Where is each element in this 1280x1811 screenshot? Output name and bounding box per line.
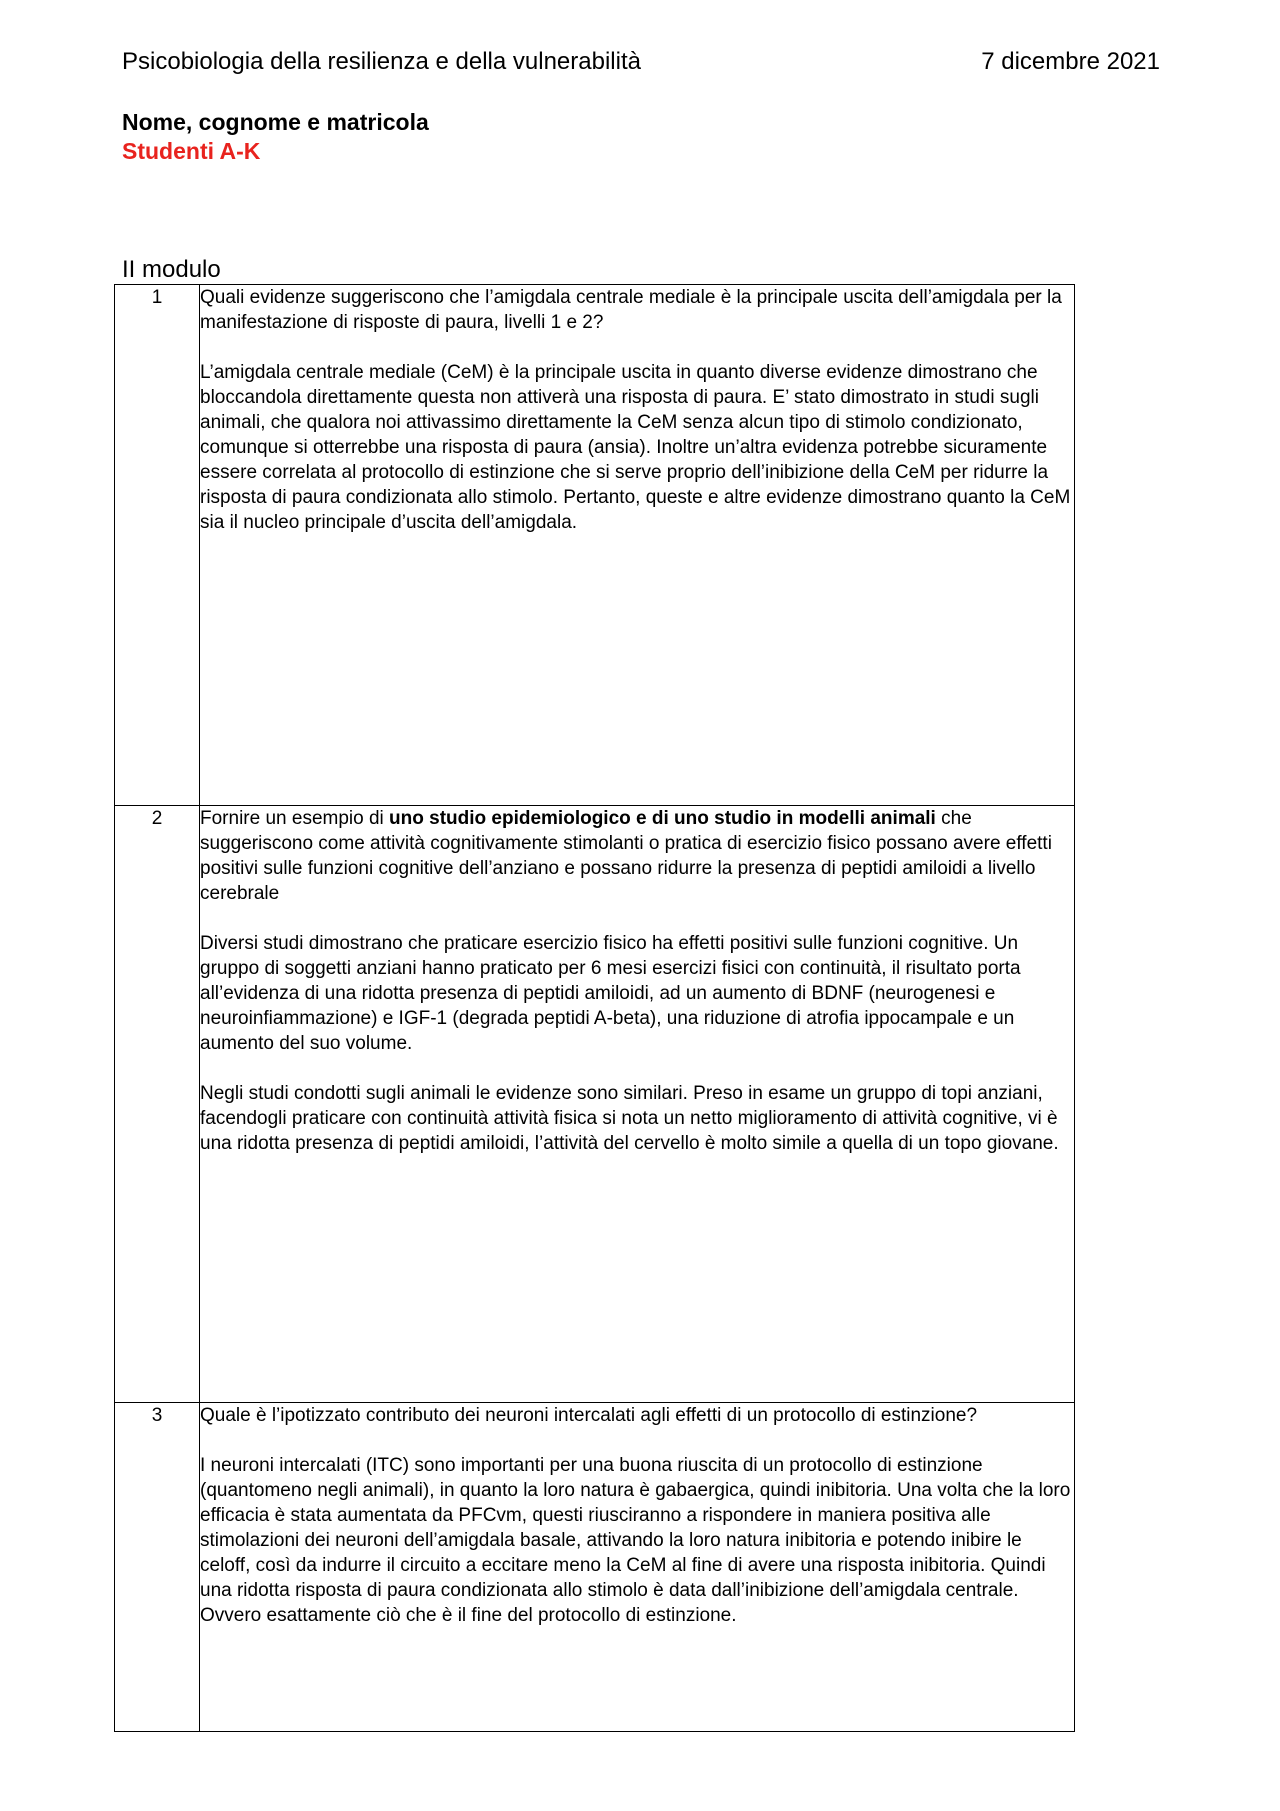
question-content-cell <box>200 806 1075 1403</box>
name-label: Nome, cognome e matricola <box>122 109 429 135</box>
exam-date: 7 dicembre 2021 <box>981 48 1160 75</box>
answer-text: I neuroni intercalati (ITC) sono importanti per una buona riuscita di un protocollo di estinzione (quantomeno negli animali), in quanto la loro natura è gabaergica, quindi inibitoria. Una volta che la loro efficacia è stata aumentata da PFCvm, questi riusciranno a rispondere in maniera positiva alle stimolazioni dei neuroni dell’amigdala basale, attivando la loro natura inibitoria e potendo inibire le celoff, così da indurre il circuito a eccitare meno la CeM al fine di avere una risposta inibitoria. Quindi una ridotta risposta di paura condizionata allo stimolo è data dall’inibizione dell’amigdala centrale. Ovvero esattamente ciò che è il fine del protocollo di estinzione. <box>200 1455 1071 1626</box>
course-title: Psicobiologia della resilienza e della vulnerabilità <box>122 48 641 75</box>
question-number: 1 <box>151 287 163 308</box>
question-number-cell <box>115 806 200 1403</box>
question-text-emphasis: uno studio epidemiologico e di uno studio in modelli animali <box>389 808 936 829</box>
student-info <box>122 108 429 166</box>
question-row <box>115 1403 1075 1732</box>
answer-text: Negli studi condotti sugli animali le evidenze sono similari. Preso in esame un gruppo di topi anziani, facendogli praticare con continuità attività fisica si nota un netto miglioramento di attività cognitive, vi è una ridotta presenza di peptidi amiloidi, l’attività del cervello è molto simile a quella di un topo giovane. <box>200 1083 1059 1154</box>
student-group: Studenti A-K <box>122 138 261 164</box>
question-text-prefix: Fornire un esempio di <box>200 808 390 829</box>
question-row <box>115 285 1075 806</box>
question-text: Quale è l’ipotizzato contributo dei neuroni intercalati agli effetti di un protocollo di estinzione? <box>200 1405 978 1426</box>
question-content-cell <box>200 1403 1075 1732</box>
question-text-suffix: che suggeriscono come attività cognitivamente stimolanti o pratica di esercizio fisico possano avere effetti positivi sulle funzioni cognitive dell’anziano e possano ridurre la presenza di peptidi amiloidi a livello cerebrale <box>200 808 1052 904</box>
question-number: 2 <box>151 808 163 829</box>
question-row <box>115 806 1075 1403</box>
answer-text: L’amigdala centrale mediale (CeM) è la principale uscita in quanto diverse evidenze dimostrano che bloccandola direttamente questa non attiverà una risposta di paura. E’ stato dimostrato in studi sugli animali, che qualora noi attivassimo direttamente la CeM senza alcun tipo di stimolo condizionato, comunque si otterrebbe una risposta di paura (ansia). Inoltre un’altra evidenza potrebbe sicuramente essere correlata al protocollo di estinzione che si serve proprio dell’inibizione della CeM per ridurre la risposta di paura condizionata allo stimolo. Pertanto, queste e altre evidenze dimostrano quanto la CeM sia il nucleo principale d’uscita dell’amigdala. <box>200 362 1071 533</box>
question-content-cell <box>200 285 1075 806</box>
question-number: 3 <box>151 1405 163 1426</box>
question-text <box>200 806 1074 906</box>
questions-table <box>114 284 1075 1732</box>
question-number-cell <box>115 285 200 806</box>
answer-text: Diversi studi dimostrano che praticare esercizio fisico ha effetti positivi sulle funzioni cognitive. Un gruppo di soggetti anziani hanno praticato per 6 mesi esercizi fisici con continuità, il risultato porta all’evidenza di una ridotta presenza di peptidi amiloidi, ad un aumento di BDNF (neurogenesi e neuroinfiammazione) e IGF-1 (degrada peptidi A-beta), una riduzione di atrofia ippocampale e un aumento del suo volume. <box>200 933 1021 1054</box>
question-text: Quali evidenze suggeriscono che l’amigdala centrale mediale è la principale uscita dell’amigdala per la manifestazione di risposte di paura, livelli 1 e 2? <box>200 287 1062 333</box>
module-title: II modulo <box>122 256 221 283</box>
question-number-cell <box>115 1403 200 1732</box>
